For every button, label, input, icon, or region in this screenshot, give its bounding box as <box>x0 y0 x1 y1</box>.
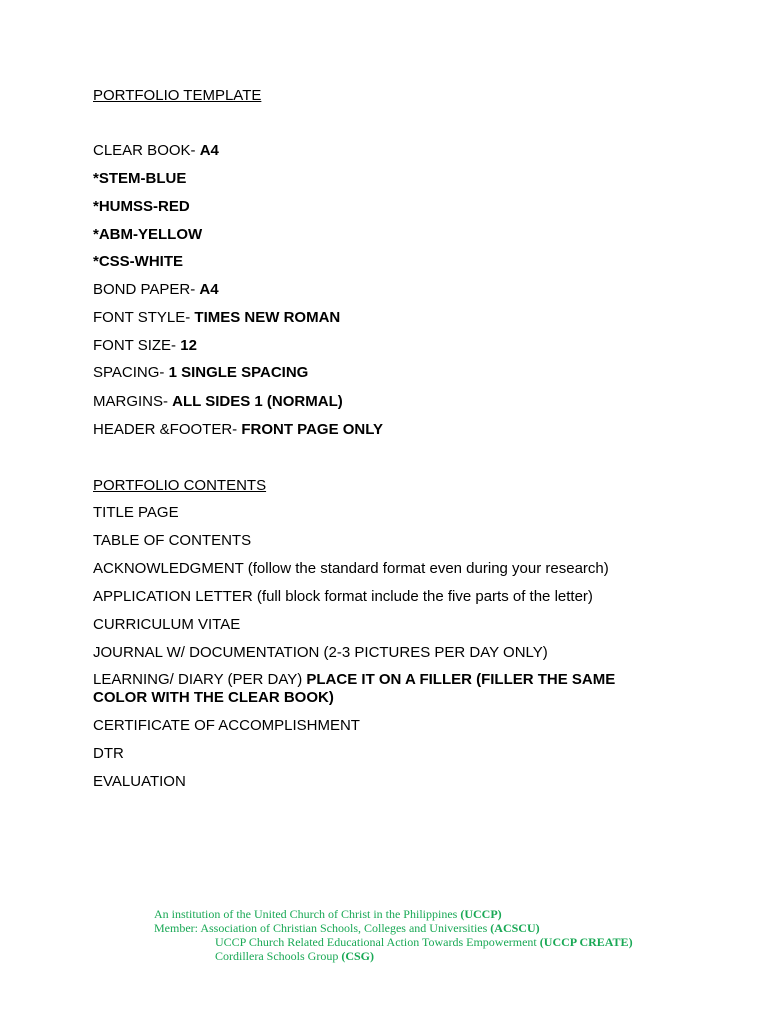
content-item-learning-diary <box>93 671 653 707</box>
footer-line-uccp <box>154 907 502 921</box>
spec-label: FONT SIZE- <box>93 337 181 354</box>
spec-value: A4 <box>199 281 219 298</box>
spec-humss-red: *HUMSS-RED <box>93 198 190 215</box>
footer-bold: (UCCP) <box>460 907 502 921</box>
footer-bold: (UCCP CREATE) <box>539 935 633 949</box>
content-item-dtr: DTR <box>93 745 124 762</box>
spec-header-footer <box>93 421 383 439</box>
spec-abm-yellow: *ABM-YELLOW <box>93 226 203 243</box>
content-item-journal: JOURNAL W/ DOCUMENTATION (2-3 PICTURES PER DAY ONLY) <box>93 644 548 661</box>
spec-label: BOND PAPER- <box>93 281 200 298</box>
footer-bold: (CSG) <box>341 949 374 963</box>
content-item-title-page: TITLE PAGE <box>93 504 179 521</box>
spec-clear-book <box>93 142 219 160</box>
content-item-bold: PLACE IT ON A FILLER (FILLER THE SAME COLOR WITH THE CLEAR BOOK) <box>93 671 616 706</box>
content-item-evaluation: EVALUATION <box>93 773 186 790</box>
footer-text: An institution of the United Church of Christ in the Philippines <box>154 907 461 921</box>
spec-margins <box>93 393 343 411</box>
footer-bold: (ACSCU) <box>490 921 540 935</box>
spec-label: CLEAR BOOK- <box>93 142 200 159</box>
spec-font-size <box>93 337 197 355</box>
spec-value: A4 <box>199 142 219 159</box>
spec-label: MARGINS- <box>93 393 173 410</box>
footer-line-uccp-create <box>215 935 633 949</box>
content-item-text: LEARNING/ DIARY (PER DAY) <box>93 671 307 688</box>
spec-value: ALL SIDES 1 (NORMAL) <box>172 393 343 410</box>
footer-line-csg <box>215 949 374 963</box>
spec-label: HEADER &FOOTER- <box>93 421 242 438</box>
content-item-acknowledgment: ACKNOWLEDGMENT (follow the standard format even during your research) <box>93 560 609 577</box>
content-item-application-letter: APPLICATION LETTER (full block format include the five parts of the letter) <box>93 588 593 605</box>
spec-spacing <box>93 364 308 382</box>
content-item-certificate: CERTIFICATE OF ACCOMPLISHMENT <box>93 717 360 734</box>
content-item-curriculum-vitae: CURRICULUM VITAE <box>93 616 241 633</box>
spec-value: 1 SINGLE SPACING <box>168 364 309 381</box>
spec-label: FONT STYLE- <box>93 309 195 326</box>
spec-css-white: *CSS-WHITE <box>93 253 183 270</box>
heading-portfolio-template: PORTFOLIO TEMPLATE <box>93 87 262 104</box>
spec-bond-paper <box>93 281 219 299</box>
spec-value: TIMES NEW ROMAN <box>194 309 341 326</box>
footer-text: Member: Association of Christian Schools, Colleges and Universities <box>154 921 491 935</box>
footer-line-acscu <box>154 921 540 935</box>
spec-value: FRONT PAGE ONLY <box>241 421 384 438</box>
footer-text: UCCP Church Related Educational Action Towards Empowerment <box>215 935 540 949</box>
footer-text: Cordillera Schools Group <box>215 949 342 963</box>
spec-stem-blue: *STEM-BLUE <box>93 170 187 187</box>
heading-portfolio-contents: PORTFOLIO CONTENTS <box>93 477 267 494</box>
spec-value: 12 <box>180 337 197 354</box>
content-item-table-of-contents: TABLE OF CONTENTS <box>93 532 252 549</box>
spec-font-style <box>93 309 340 327</box>
spec-label: SPACING- <box>93 364 169 381</box>
